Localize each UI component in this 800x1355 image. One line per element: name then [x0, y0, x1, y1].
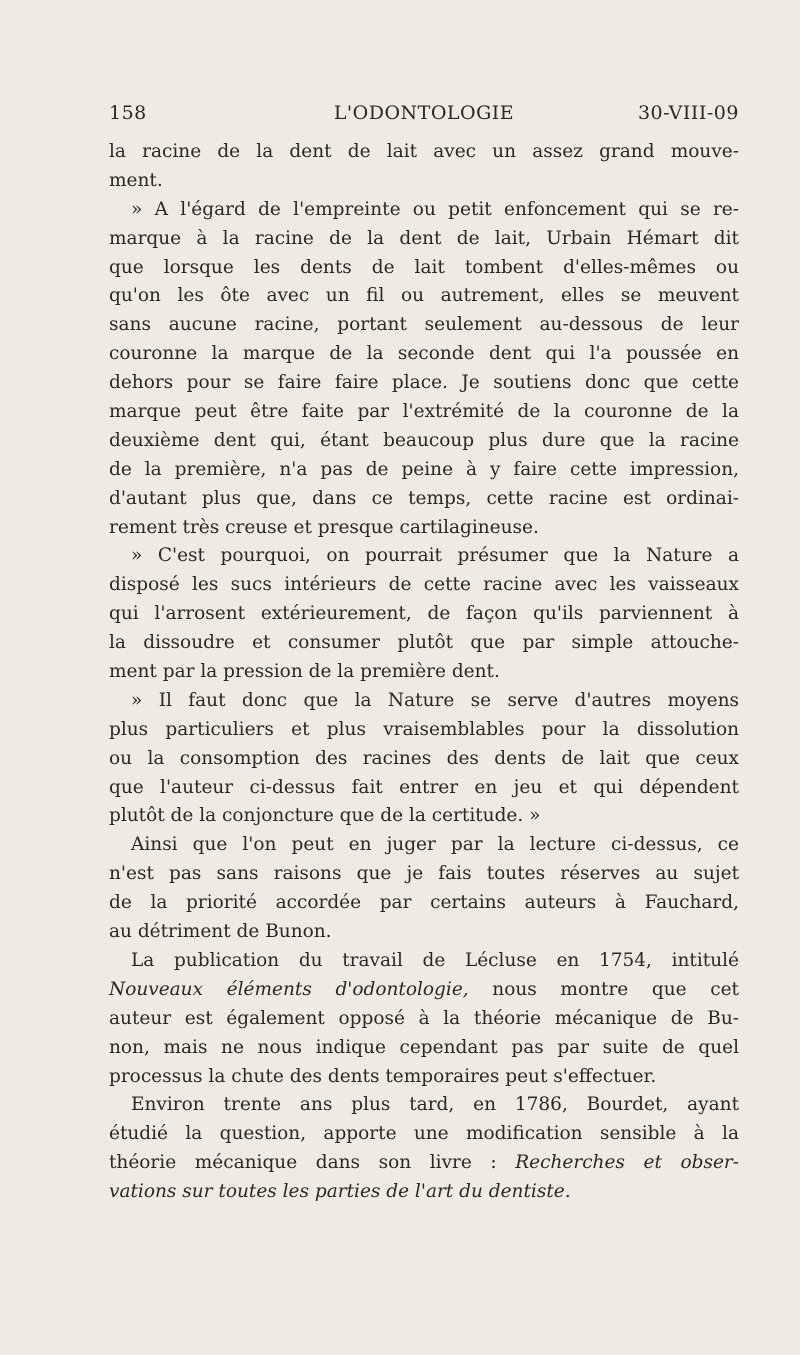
text-line: Ainsi que l'on peut en juger par la lecture ci-dessus, ce	[131, 834, 739, 856]
text-line: ment par la pression de la première dent.	[109, 661, 500, 683]
text-line: au détriment de Bunon.	[109, 921, 332, 943]
book-title-italic: vations sur toutes les parties de l'art du dentiste.	[109, 1181, 571, 1203]
book-title-italic: Recherches et obser-	[515, 1152, 739, 1174]
text-line: que lorsque les dents de lait tombent d'elles-mêmes ou	[109, 256, 739, 278]
text-line: auteur est également opposé à la théorie mécanique de Bu-	[109, 1007, 739, 1029]
page-header	[109, 102, 739, 132]
text-line: de la priorité accordée par certains auteurs à Fauchard,	[109, 892, 739, 914]
text-line: Environ trente ans plus tard, en 1786, Bourdet, ayant	[131, 1094, 739, 1116]
text-line: dehors pour se faire faire place. Je soutiens donc que cette	[109, 372, 739, 394]
text-line: disposé les sucs intérieurs de cette racine avec les vaisseaux	[109, 574, 739, 596]
text-line-with-title	[109, 1178, 739, 1207]
text-line: » Il faut donc que la Nature se serve d'autres moyens	[131, 689, 739, 711]
page-number: 158	[109, 102, 147, 124]
text-line: qu'on les ôte avec un fil ou autrement, elles se meuvent	[109, 285, 739, 307]
issue-date: 30-VIII-09	[637, 102, 739, 124]
text-line: » C'est pourquoi, on pourrait présumer que la Nature a	[131, 545, 739, 567]
text-line: La publication du travail de Lécluse en 1754, intitulé	[131, 949, 739, 971]
text-line: marque peut être faite par l'extrémité de la couronne de la	[109, 401, 739, 423]
text-line: processus la chute des dents temporaires peut s'effectuer.	[109, 1065, 657, 1087]
text-line: la racine de la dent de lait avec un assez grand mouve-	[109, 141, 739, 162]
text-line: deuxième dent qui, étant beaucoup plus dure que la racine	[109, 429, 739, 451]
text-line: que l'auteur ci-dessus fait entrer en jeu et qui dépendent	[109, 776, 739, 798]
text-line: » A l'égard de l'empreinte ou petit enfoncement qui se re-	[131, 198, 739, 220]
text-line: étudié la question, apporte une modification sensible à la	[109, 1123, 739, 1145]
text-line: plutôt de la conjoncture que de la certitude. »	[109, 805, 541, 827]
text-line-with-title	[109, 976, 739, 1005]
text-line: marque à la racine de la dent de lait, Urbain Hémart dit	[109, 227, 739, 249]
text-line: qui l'arrosent extérieurement, de façon qu'ils parviennent à	[109, 603, 739, 625]
text-line: ou la consomption des racines des dents de lait que ceux	[109, 747, 739, 769]
body-text	[109, 138, 739, 1207]
book-title-italic: Nouveaux éléments d'odontologie,	[109, 978, 469, 1000]
text-line: sans aucune racine, portant seulement au-dessous de leur	[109, 314, 739, 336]
running-title: L'ODONTOLOGIE	[333, 102, 515, 124]
text-line: d'autant plus que, dans ce temps, cette racine est ordinai-	[109, 487, 739, 509]
text-fragment: nous montre que cet	[468, 978, 739, 1000]
text-line: n'est pas sans raisons que je fais toutes réserves au sujet	[109, 863, 739, 885]
text-line: plus particuliers et plus vraisemblables pour la dissolution	[109, 718, 739, 740]
text-line: rement très creuse et presque cartilagineuse.	[109, 516, 539, 538]
text-line: la dissoudre et consumer plutôt que par simple attouche-	[109, 632, 739, 654]
text-line: non, mais ne nous indique cependant pas par suite de quel	[109, 1036, 739, 1058]
text-line: ment.	[109, 169, 163, 191]
text-line-with-title	[109, 1149, 739, 1178]
text-fragment: théorie mécanique dans son livre :	[109, 1152, 516, 1174]
text-line: couronne la marque de la seconde dent qui l'a poussée en	[109, 343, 739, 365]
text-line: de la première, n'a pas de peine à y faire cette impression,	[109, 458, 739, 480]
